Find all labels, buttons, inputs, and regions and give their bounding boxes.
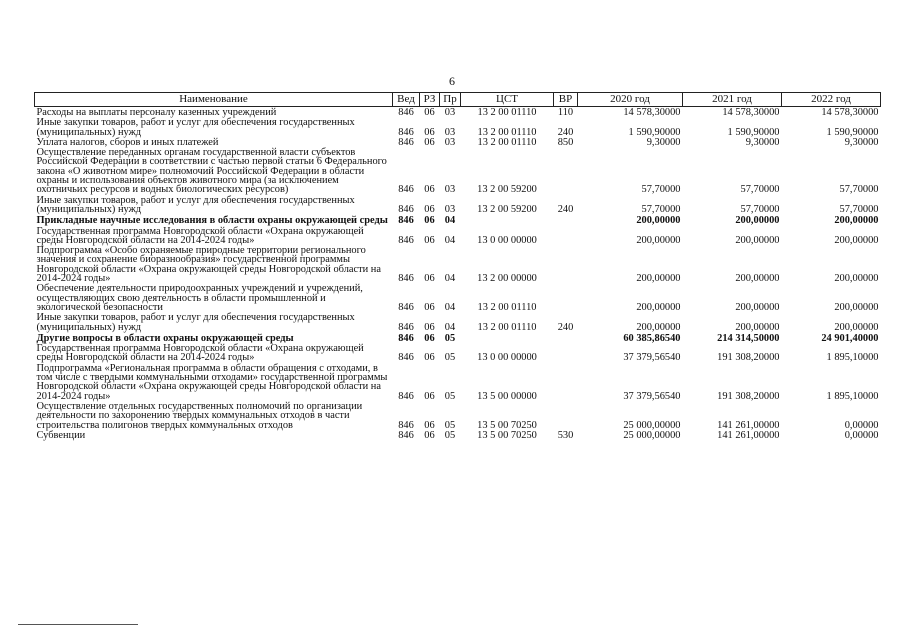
row-pr: 03 xyxy=(444,203,456,215)
header-2022: 2022 год xyxy=(782,93,881,107)
table-row xyxy=(35,117,881,137)
row-rz: 06 xyxy=(424,203,435,215)
row-cst: 13 2 00 01110 xyxy=(477,136,537,148)
row-vr: 240 xyxy=(557,321,574,333)
row-2021: 214 314,50000 xyxy=(717,332,780,344)
row-ved: 846 xyxy=(398,321,414,333)
row-vr xyxy=(554,332,578,343)
row-vr xyxy=(554,401,578,430)
row-name: Уплата налогов, сборов и иных платежей xyxy=(36,136,219,148)
row-2022: 200,00000 xyxy=(834,273,879,285)
row-2021: 14 578,30000 xyxy=(722,107,780,118)
row-name: Осуществление переданных органам государственной власти субъектов Российской Федерации в соответствии с частью первой статьи 6 Федерального закона «О животном мире» полномочий Российской Федерации в области охраны и использования объектов животного мира (за исключением охотничьих ресурсов и водных биологических ресурсов) xyxy=(36,147,387,196)
row-cst: 13 5 00 70250 xyxy=(477,419,537,431)
row-vr xyxy=(554,226,578,246)
row-cst: 13 2 00 00000 xyxy=(477,273,537,285)
table-row xyxy=(35,107,881,118)
table-body xyxy=(35,107,881,441)
row-2022: 14 578,30000 xyxy=(821,107,879,118)
row-rz: 06 xyxy=(424,234,435,246)
row-2022: 24 901,40000 xyxy=(821,332,879,344)
row-pr: 04 xyxy=(444,273,456,285)
row-rz: 06 xyxy=(424,390,435,402)
row-name: Государственная программа Новгородской области «Охрана окружающей среды Новгородской области на 2014-2024 годы» xyxy=(36,343,364,364)
row-2022: 57,70000 xyxy=(839,184,879,196)
table-row xyxy=(35,363,881,401)
row-vr xyxy=(554,283,578,312)
row-2021: 200,00000 xyxy=(735,301,780,313)
row-2020: 57,70000 xyxy=(641,203,681,215)
row-2021: 200,00000 xyxy=(735,321,780,333)
row-pr: 05 xyxy=(444,352,456,364)
table-row xyxy=(35,283,881,312)
row-cst: 13 2 00 59200 xyxy=(477,184,537,196)
row-pr: 03 xyxy=(444,184,456,196)
row-2020: 9,30000 xyxy=(646,136,681,148)
header-2021: 2021 год xyxy=(683,93,782,107)
table-row xyxy=(35,343,881,363)
table-row xyxy=(35,430,881,440)
row-name: Другие вопросы в области охраны окружающей среды xyxy=(36,332,294,344)
row-pr: 04 xyxy=(444,301,456,313)
row-2021: 191 308,20000 xyxy=(717,390,780,402)
row-2021: 9,30000 xyxy=(745,136,780,148)
row-2021: 200,00000 xyxy=(735,234,780,246)
table-row xyxy=(35,226,881,246)
row-vr xyxy=(554,214,578,225)
row-pr: 03 xyxy=(444,136,456,148)
row-ved: 846 xyxy=(398,429,414,441)
row-pr: 04 xyxy=(444,234,456,246)
row-pr: 05 xyxy=(444,419,456,431)
row-rz: 06 xyxy=(424,429,435,441)
header-vr: ВР xyxy=(554,93,578,107)
row-pr: 04 xyxy=(444,321,456,333)
header-2020: 2020 год xyxy=(578,93,683,107)
row-ved: 846 xyxy=(398,352,414,364)
row-2021: 1 590,90000 xyxy=(727,126,780,138)
row-ved: 846 xyxy=(398,301,414,313)
row-rz: 06 xyxy=(424,184,435,196)
row-2022: 200,00000 xyxy=(834,215,879,227)
table-row xyxy=(35,147,881,194)
row-2021: 57,70000 xyxy=(740,184,780,196)
budget-table xyxy=(34,92,881,440)
row-ved: 846 xyxy=(398,184,414,196)
row-2020: 60 385,86540 xyxy=(623,332,681,344)
row-2020: 200,00000 xyxy=(636,321,681,333)
row-cst: 13 2 00 01110 xyxy=(477,107,537,118)
row-vr xyxy=(554,245,578,283)
row-ved: 846 xyxy=(398,234,414,246)
row-vr: 530 xyxy=(557,429,574,441)
row-pr: 04 xyxy=(444,215,456,227)
row-rz: 06 xyxy=(424,419,435,431)
row-2020: 37 379,56540 xyxy=(623,390,681,402)
row-ved: 846 xyxy=(398,136,414,148)
row-2020: 200,00000 xyxy=(636,301,681,313)
table-row xyxy=(35,214,881,225)
footnote-divider xyxy=(18,624,138,625)
table-header-row xyxy=(35,93,881,107)
row-2021: 57,70000 xyxy=(740,203,780,215)
row-ved: 846 xyxy=(398,203,414,215)
row-2020: 200,00000 xyxy=(636,234,681,246)
row-ved: 846 xyxy=(398,107,414,118)
row-name: Иные закупки товаров, работ и услуг для обеспечения государственных (муниципальных) нужд xyxy=(36,117,355,138)
row-2021: 200,00000 xyxy=(735,273,780,285)
header-name: Наименование xyxy=(35,93,393,107)
row-cst: 13 2 00 01110 xyxy=(477,301,537,313)
row-cst: 13 0 00 00000 xyxy=(477,352,537,364)
table-row xyxy=(35,401,881,430)
row-rz: 06 xyxy=(424,352,435,364)
row-2020: 25 000,00000 xyxy=(623,429,681,441)
row-2022: 9,30000 xyxy=(844,136,879,148)
row-vr xyxy=(554,343,578,363)
row-vr xyxy=(554,147,578,194)
row-pr: 03 xyxy=(444,107,456,118)
row-rz: 06 xyxy=(424,136,435,148)
row-cst: 13 2 00 01110 xyxy=(477,321,537,333)
row-cst: 13 5 00 70250 xyxy=(477,429,537,441)
table-row xyxy=(35,137,881,147)
row-ved: 846 xyxy=(398,390,414,402)
row-2022: 1 590,90000 xyxy=(826,126,879,138)
row-rz: 06 xyxy=(424,301,435,313)
row-name: Субвенции xyxy=(36,429,86,441)
row-name: Государственная программа Новгородской области «Охрана окружающей среды Новгородской области на 2014-2024 годы» xyxy=(36,225,364,246)
row-pr: 05 xyxy=(444,332,456,344)
row-2021: 191 308,20000 xyxy=(717,352,780,364)
header-cst: ЦСТ xyxy=(461,93,554,107)
row-name: Прикладные научные исследования в области охраны окружающей среды xyxy=(36,215,388,227)
row-cst: 13 2 00 59200 xyxy=(477,203,537,215)
row-ved: 846 xyxy=(398,215,414,227)
row-cst xyxy=(461,332,554,343)
row-pr: 05 xyxy=(444,390,456,402)
table-row xyxy=(35,195,881,215)
row-2020: 200,00000 xyxy=(636,215,681,227)
row-2021: 141 261,00000 xyxy=(717,419,780,431)
row-2021: 200,00000 xyxy=(735,215,780,227)
row-cst: 13 2 00 01110 xyxy=(477,126,537,138)
row-vr: 240 xyxy=(557,126,574,138)
row-name: Осуществление отдельных государственных полномочий по организации деятельности по захоронению твердых коммунальных отходов в части строительства полигонов твердых коммунальных отходов xyxy=(36,400,363,431)
row-2022: 57,70000 xyxy=(839,203,879,215)
row-name: Подпрограмма «Особо охраняемые природные территории регионального значения и сохранение биоразнообразия» государственной программы Новгородской области «Охрана окружающей среды Новгородской области на 2014-2024 годы» xyxy=(36,245,381,285)
row-rz: 06 xyxy=(424,332,435,344)
row-ved: 846 xyxy=(398,126,414,138)
row-2020: 14 578,30000 xyxy=(623,107,681,118)
row-2020: 25 000,00000 xyxy=(623,419,681,431)
row-2022: 0,00000 xyxy=(844,429,879,441)
page-number: 6 xyxy=(449,74,455,88)
row-rz: 06 xyxy=(424,107,435,118)
row-2022: 1 895,10000 xyxy=(826,390,879,402)
row-2022: 1 895,10000 xyxy=(826,352,879,364)
row-ved: 846 xyxy=(398,419,414,431)
row-vr: 850 xyxy=(557,136,574,148)
row-2022: 0,00000 xyxy=(844,419,879,431)
row-ved: 846 xyxy=(398,273,414,285)
header-pr: Пр xyxy=(440,93,461,107)
row-cst: 13 5 00 00000 xyxy=(477,390,537,402)
row-2022: 200,00000 xyxy=(834,301,879,313)
row-pr: 05 xyxy=(444,429,456,441)
row-name: Подпрограмма «Региональная программа в области обращения с отходами, в том числе с твердыми коммунальными отходами» государственной программы Новгородской области «Охрана окружающей среды Новгородской области на 2014-2024 годы» xyxy=(36,362,388,402)
row-vr: 240 xyxy=(557,203,574,215)
row-2020: 37 379,56540 xyxy=(623,352,681,364)
row-rz: 06 xyxy=(424,321,435,333)
row-vr xyxy=(554,363,578,401)
row-rz: 06 xyxy=(424,273,435,285)
row-cst xyxy=(461,214,554,225)
row-vr: 110 xyxy=(557,107,574,118)
row-cst: 13 0 00 00000 xyxy=(477,234,537,246)
row-2020: 1 590,90000 xyxy=(628,126,681,138)
row-name: Иные закупки товаров, работ и услуг для обеспечения государственных (муниципальных) нужд xyxy=(36,194,355,215)
row-name: Обеспечение деятельности природоохранных учреждений и учреждений, осуществляющих свою деятельность в области промышленной и экологической безопасности xyxy=(36,283,363,313)
row-ved: 846 xyxy=(398,332,414,344)
row-rz: 06 xyxy=(424,215,435,227)
table-row xyxy=(35,245,881,283)
row-2022: 200,00000 xyxy=(834,234,879,246)
row-rz: 06 xyxy=(424,126,435,138)
row-name: Расходы на выплаты персоналу казенных учреждений xyxy=(36,107,277,118)
row-2020: 57,70000 xyxy=(641,184,681,196)
header-rz: РЗ xyxy=(420,93,440,107)
row-2020: 200,00000 xyxy=(636,273,681,285)
row-2021: 141 261,00000 xyxy=(717,429,780,441)
table-row xyxy=(35,332,881,343)
row-2022: 200,00000 xyxy=(834,321,879,333)
row-name: Иные закупки товаров, работ и услуг для обеспечения государственных (муниципальных) нужд xyxy=(36,312,355,333)
table-row xyxy=(35,312,881,332)
row-pr: 03 xyxy=(444,126,456,138)
header-ved: Вед xyxy=(393,93,420,107)
